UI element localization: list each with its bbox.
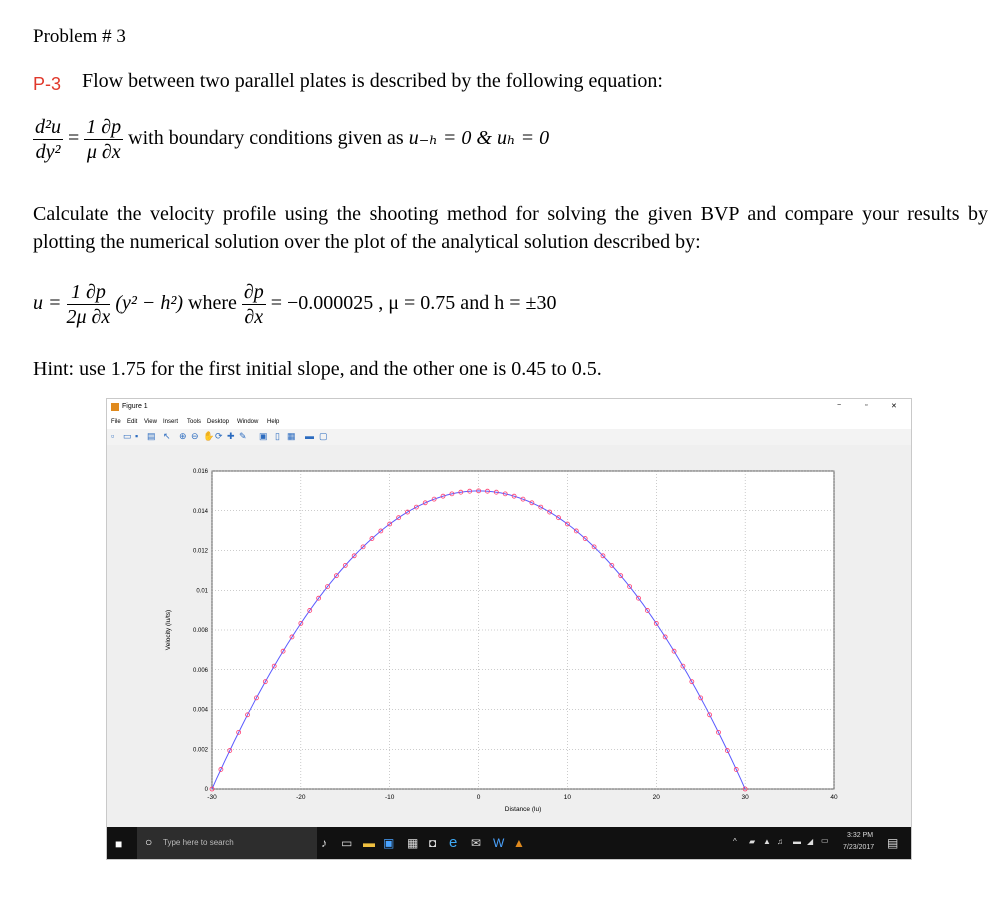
equals: =	[68, 127, 85, 150]
taskbar-search[interactable]	[137, 827, 317, 859]
x-tick-label: 40	[830, 794, 838, 801]
parameter-values: = −0.000025 , μ = 0.75 and h = ±30	[270, 292, 557, 315]
rhs-denominator: μ ∂x	[86, 141, 121, 163]
y-axis-label: Velocity (lu/ts)	[165, 609, 172, 651]
network-icon[interactable]: ▲	[763, 837, 771, 846]
y-tick-label: 0.006	[192, 667, 208, 674]
dpdx-fraction	[242, 280, 266, 329]
zoom-in-icon[interactable]: ⊕	[179, 431, 187, 441]
plot-area	[107, 445, 911, 825]
menu-edit[interactable]: Edit	[127, 419, 138, 425]
dock-icon[interactable]: ▢	[319, 431, 328, 441]
u-equals: u =	[33, 292, 62, 315]
matlab-taskbar-icon[interactable]: ▲	[513, 836, 525, 850]
menu-view[interactable]: View	[144, 419, 157, 425]
edge-icon[interactable]: e	[449, 834, 458, 851]
legend-icon[interactable]: ▦	[287, 431, 296, 441]
lhs-fraction	[33, 115, 63, 164]
boundary-conditions: u₋ₕ = 0 & uₕ = 0	[408, 127, 550, 150]
wifi-icon[interactable]: ◢	[807, 837, 814, 846]
people-icon[interactable]: ▰	[749, 837, 756, 846]
x-tick-label: 0	[476, 794, 481, 801]
y-tick-label: 0.008	[192, 628, 208, 634]
menu-insert[interactable]: Insert	[163, 419, 179, 425]
problem-paragraph: Calculate the velocity profile using the shooting method for solving the given BVP and compare your results by plotting the numerical solution over the plot of the analytical solution described by:	[33, 203, 988, 253]
x-axis-label: Distance (lu)	[504, 806, 542, 813]
y-tick-label: 0.016	[192, 469, 208, 475]
menu-file[interactable]: File	[111, 419, 121, 425]
dx-denominator: ∂x	[244, 306, 264, 328]
task-view-icon[interactable]: ▭	[341, 836, 353, 850]
menu-desktop[interactable]: Desktop	[207, 419, 230, 425]
matlab-figure-window	[106, 398, 912, 860]
x-tick-label: 10	[563, 794, 572, 801]
new-figure-icon[interactable]: ▫	[111, 431, 115, 441]
lhs-numerator: d²u	[35, 116, 61, 138]
windows-taskbar	[107, 827, 911, 859]
save-icon[interactable]: ▪	[135, 431, 139, 441]
coef-numerator: 1 ∂p	[67, 280, 111, 305]
matlab-icon	[111, 403, 119, 411]
rhs-fraction	[84, 115, 123, 164]
x-tick-label: -10	[385, 794, 395, 801]
y-tick-label: 0.002	[192, 747, 208, 754]
coef-fraction	[67, 280, 111, 329]
brush-icon[interactable]: ✎	[239, 431, 247, 441]
dp-numerator: ∂p	[243, 281, 264, 303]
problem-label: P-3	[33, 74, 62, 94]
velocity-profile-chart[interactable]	[107, 445, 911, 825]
menu-help[interactable]: Help	[267, 419, 280, 425]
search-placeholder: Type here to search	[163, 838, 234, 847]
hint-text: Hint: use 1.75 for the first initial slope, and the other one is 0.45 to 0.5.	[33, 358, 602, 380]
figure-title: Figure 1	[122, 403, 148, 410]
data-cursor-icon[interactable]: ✚	[227, 431, 235, 441]
clock-time[interactable]: 3:32 PM	[847, 832, 874, 839]
print-icon[interactable]: ▤	[147, 431, 156, 441]
figure-toolbar	[107, 429, 911, 445]
maximize-button[interactable]: ▫	[865, 402, 868, 409]
governing-equation	[33, 115, 549, 164]
rotate-icon[interactable]: ⟳	[215, 431, 223, 441]
figure-menubar	[107, 417, 911, 429]
store-icon[interactable]: ▣	[383, 836, 395, 850]
y-tick-label: 0.012	[192, 548, 208, 555]
search-circle-icon: ○	[145, 835, 153, 849]
word-icon[interactable]: W	[493, 836, 505, 850]
lhs-denominator: dy²	[35, 141, 61, 163]
file-explorer-icon[interactable]: ▬	[363, 836, 375, 850]
calculator-icon[interactable]: ▦	[407, 836, 419, 850]
clock-date[interactable]: 7/23/2017	[843, 844, 875, 851]
x-tick-label: -20	[296, 794, 306, 801]
tray-chevron-icon[interactable]: ^	[733, 837, 737, 846]
menu-tools[interactable]: Tools	[187, 419, 202, 425]
menu-window[interactable]: Window	[237, 419, 259, 425]
y-tick-label: 0.014	[192, 508, 208, 515]
open-icon[interactable]: ▭	[123, 431, 132, 441]
microphone-icon[interactable]: ♪	[321, 836, 327, 850]
x-tick-label: 20	[652, 794, 660, 801]
y-tick-label: 0.004	[192, 707, 208, 714]
coef-denominator: 2μ ∂x	[66, 306, 111, 328]
minimize-button[interactable]: −	[837, 402, 842, 409]
hide-tools-icon[interactable]: ▬	[305, 431, 314, 441]
x-tick-label: 30	[741, 794, 749, 801]
analytical-solution	[33, 280, 556, 329]
colorbar-icon[interactable]: ▯	[275, 431, 280, 441]
mail-icon[interactable]: ✉	[471, 836, 482, 850]
volume-icon[interactable]: ♫	[777, 837, 783, 846]
figure-titlebar	[107, 399, 911, 417]
notifications-icon[interactable]: ▤	[887, 836, 899, 850]
lock-icon[interactable]: ◘	[429, 836, 437, 850]
pan-icon[interactable]: ✋	[203, 431, 215, 441]
problem-title: Problem # 3	[33, 26, 126, 47]
y-tick-label: 0	[204, 787, 208, 793]
keyboard-icon[interactable]: ▭	[821, 836, 829, 845]
windows-start-icon[interactable]: ■	[115, 837, 123, 851]
rhs-numerator: 1 ∂p	[86, 116, 122, 138]
problem-intro: Flow between two parallel plates is described by the following equation:	[82, 70, 663, 92]
y-tick-label: 0.01	[196, 588, 208, 595]
bc-text: with boundary conditions given as	[128, 127, 404, 150]
x-tick-label: -30	[207, 794, 217, 801]
link-plot-icon[interactable]: ▣	[259, 431, 268, 441]
pointer-icon[interactable]: ↖	[163, 431, 171, 441]
close-button[interactable]: ✕	[891, 403, 897, 410]
zoom-out-icon[interactable]: ⊖	[191, 431, 199, 441]
battery-icon[interactable]: ▬	[793, 837, 801, 846]
y-minus-h: (y² − h²)	[115, 292, 183, 315]
where-text: where	[188, 292, 237, 315]
